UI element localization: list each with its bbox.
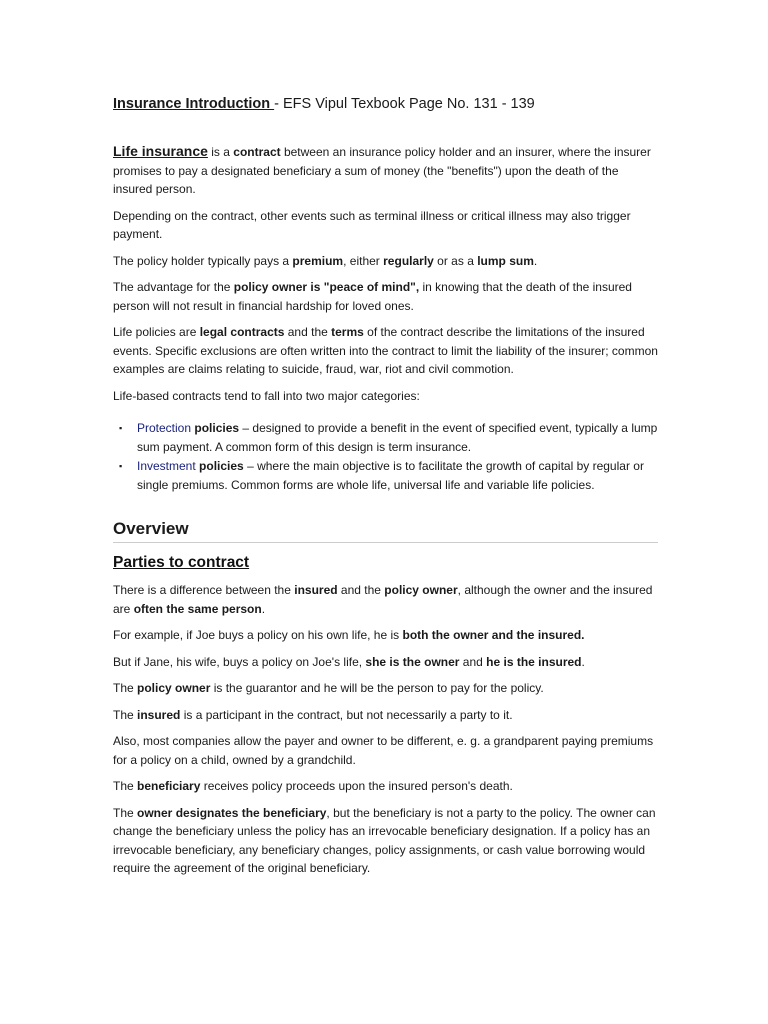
categories-list xyxy=(113,419,658,494)
text-run: There is a difference between the xyxy=(113,583,295,597)
text-run: or as a xyxy=(433,253,478,268)
paragraph-legal-contracts xyxy=(113,323,658,379)
text-run: Life policies are xyxy=(113,325,200,339)
text-run: . xyxy=(581,654,585,669)
text-run: . xyxy=(261,601,266,616)
text-run: The advantage for the xyxy=(113,280,234,294)
paragraph-example-joe xyxy=(113,626,658,645)
list-item xyxy=(119,457,658,494)
bullet-square-icon: ▪ xyxy=(119,423,123,433)
term-life-insurance: Life insurance xyxy=(113,143,208,159)
text-run: in knowing that the death of the insured person will not result in financial hardship for loved ones. xyxy=(113,280,632,313)
title-source: - EFS Vipul Texbook Page No. 131 - 139 xyxy=(274,96,535,112)
bold-run: policies xyxy=(195,459,244,473)
text-run: is a xyxy=(207,145,234,159)
text-run: and the xyxy=(284,325,332,339)
paragraph-policy-owner xyxy=(113,679,658,698)
paragraph-example-jane xyxy=(113,653,658,672)
list-item xyxy=(119,419,658,456)
text-run: The policy holder typically pays a xyxy=(113,253,293,268)
text-run: , although the owner and the insured are xyxy=(113,583,653,616)
paragraph-premium xyxy=(113,252,658,271)
paragraph-designation xyxy=(113,804,658,878)
bold-run: contract xyxy=(233,145,281,159)
bold-run: policy owner xyxy=(137,681,211,695)
bold-run: policies xyxy=(191,421,240,435)
text-run: The xyxy=(113,681,138,695)
bold-run: regularly xyxy=(383,253,434,268)
paragraph-insured-vs-owner xyxy=(113,581,658,618)
text-run: – where the main objective is to facilitate the growth of capital by regular or single premiums. Common forms are whole life, universal life and variable life policies. xyxy=(137,459,644,492)
bold-run: terms xyxy=(331,325,364,339)
overview-heading: Overview xyxy=(113,518,658,543)
text-run: – designed to provide a benefit in the event of specified event, typically a lump sum payment. A common form of this design is term insurance. xyxy=(137,421,658,454)
paragraph-insured xyxy=(113,706,658,725)
text-run: , but the beneficiary is not a party to the policy. The owner can change the beneficiary unless the policy has an irrevocable beneficiary designation. If a policy has an irrevocable beneficiary, any beneficiary changes, policy assignments, or cash value borrowing would require the agreement of the original beneficiary. xyxy=(113,805,656,875)
paragraph-categories-intro: Life-based contracts tend to fall into two major categories: xyxy=(113,388,420,403)
text-run: , either xyxy=(343,253,384,268)
text-run: The xyxy=(113,779,138,793)
bold-run: policy owner is "peace of mind", xyxy=(233,280,420,294)
document-body xyxy=(113,94,658,886)
paragraph-advantage xyxy=(113,278,658,315)
bold-run: both the owner and the insured. xyxy=(402,628,585,642)
paragraph-payer-owner: Also, most companies allow the payer and owner to be different, e. g. a grandparent paying premiums for a policy on a child, owned by a grandchild. xyxy=(113,734,654,767)
title-underlined: Insurance Introduction xyxy=(113,96,275,112)
bold-run: she is the owner xyxy=(365,654,460,669)
bold-run: he is the insured xyxy=(486,654,582,669)
bold-run: lump sum xyxy=(477,253,534,268)
text-run: The xyxy=(113,805,138,820)
paragraph-life-insurance xyxy=(113,142,658,199)
text-run: But if Jane, his wife, buys a policy on Joe's life, xyxy=(113,654,366,669)
text-run: . xyxy=(533,253,538,268)
term-investment: Investment xyxy=(137,459,196,473)
text-run: between an insurance policy holder and an insurer, where the insurer promises to pay a designated beneficiary a sum of money (the "benefits") upon the death of the insured person. xyxy=(113,145,651,196)
text-run: receives policy proceeds upon the insured person's death. xyxy=(200,779,513,793)
bold-run: insured xyxy=(137,707,181,722)
bold-run: policy owner xyxy=(384,583,458,597)
text-run: and the xyxy=(337,583,385,597)
parties-heading: Parties to contract xyxy=(113,554,250,571)
text-run: is the guarantor and he will be the person to pay for the policy. xyxy=(210,681,544,695)
bullet-square-icon: ▪ xyxy=(119,461,123,471)
term-protection: Protection xyxy=(137,421,192,435)
text-run: and xyxy=(459,654,487,669)
text-run: The xyxy=(113,707,138,722)
bold-run: often the same person xyxy=(133,601,262,616)
page-title xyxy=(113,94,658,114)
text-run: For example, if Joe buys a policy on his own life, he is xyxy=(113,628,403,642)
text-run: is a participant in the contract, but not necessarily a party to it. xyxy=(180,707,513,722)
bold-run: legal contracts xyxy=(199,325,285,339)
bold-run: beneficiary xyxy=(137,779,201,793)
bold-run: owner designates the beneficiary xyxy=(137,805,327,820)
bold-run: premium xyxy=(292,253,344,268)
bold-run: insured xyxy=(294,583,338,597)
text-run: of the contract describe the limitations of the insured events. Specific exclusions are often written into the contract to limit the liability of the insurer; common examples are claims relating to suicide, fraud, war, riot and civil commotion. xyxy=(113,325,658,376)
paragraph-other-events: Depending on the contract, other events such as terminal illness or critical illness may also trigger payment. xyxy=(113,208,631,241)
paragraph-beneficiary xyxy=(113,777,658,796)
